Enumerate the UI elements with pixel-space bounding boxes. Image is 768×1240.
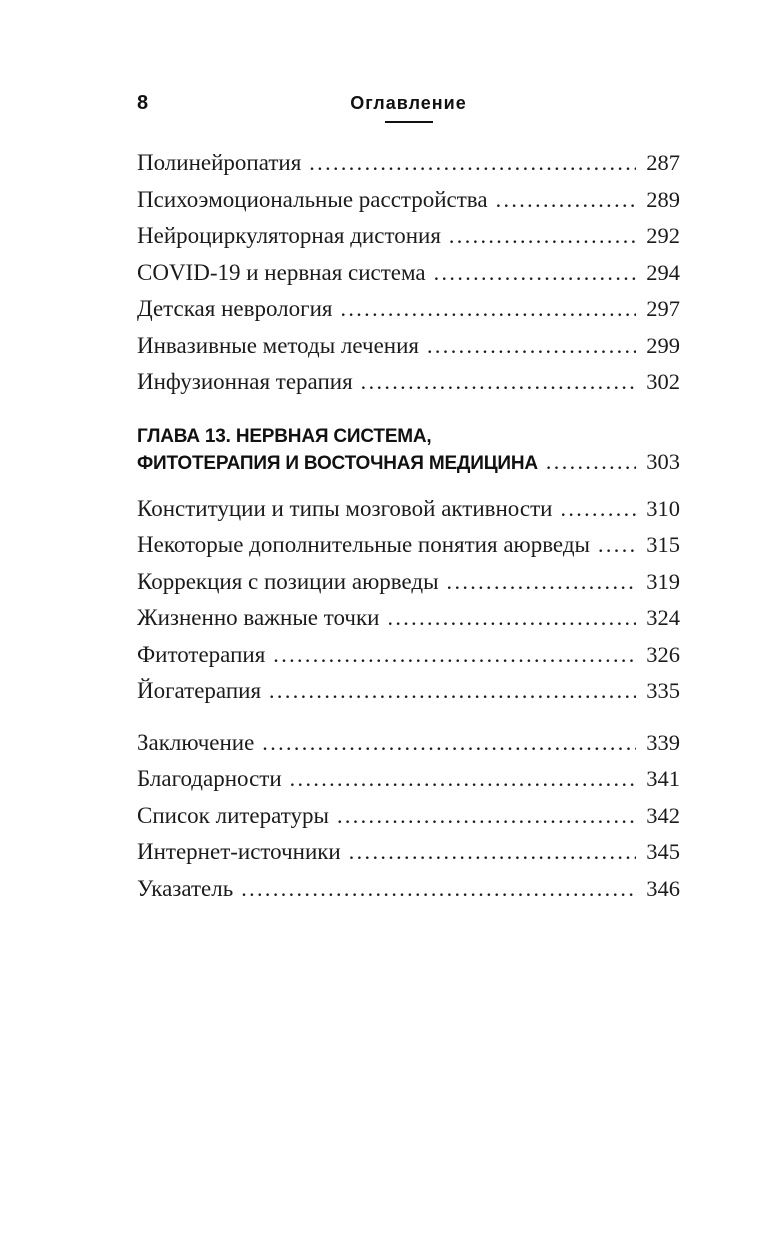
dot-leader bbox=[598, 527, 636, 564]
chapter-heading-line2-row bbox=[137, 449, 680, 477]
toc-entry bbox=[137, 491, 680, 528]
toc-entry bbox=[137, 182, 680, 219]
toc-entry bbox=[137, 145, 680, 182]
toc-entry bbox=[137, 364, 680, 401]
toc-entry-page: 345 bbox=[646, 839, 680, 864]
running-head-title: Оглавление bbox=[350, 93, 467, 113]
page bbox=[137, 0, 680, 907]
chapter-heading-line2: ФИТОТЕРАПИЯ И ВОСТОЧНАЯ МЕДИЦИНА bbox=[137, 452, 538, 474]
dot-leader bbox=[241, 871, 636, 908]
dot-leader bbox=[546, 449, 636, 475]
toc-entry-label: Фитотерапия bbox=[137, 641, 266, 667]
running-head-wrap bbox=[137, 92, 680, 123]
toc-entry-label: Жизненно важные точки bbox=[137, 605, 380, 630]
toc-entry-page: 342 bbox=[646, 802, 680, 828]
dot-leader bbox=[340, 291, 636, 328]
toc-entry-label: COVID-19 и нервная система bbox=[137, 259, 426, 285]
toc-entry-label: Некоторые дополнительные понятия аюрведы bbox=[137, 532, 590, 557]
toc-entry bbox=[137, 798, 680, 835]
toc-entry-label: Заключение bbox=[137, 729, 255, 755]
dot-leader bbox=[434, 255, 637, 292]
toc-entry bbox=[137, 600, 680, 637]
dot-leader bbox=[427, 328, 636, 365]
toc-entry-page: 346 bbox=[646, 875, 680, 901]
dot-leader bbox=[262, 725, 636, 762]
dot-leader bbox=[309, 145, 636, 182]
toc-entry bbox=[137, 328, 680, 365]
toc-entry-page: 326 bbox=[646, 641, 680, 667]
toc-entry-label: Полинейропатия bbox=[137, 150, 302, 175]
toc-entry-label: Благодарности bbox=[137, 766, 282, 791]
toc-entry-page: 294 bbox=[646, 259, 680, 285]
dot-leader bbox=[496, 182, 637, 219]
toc-entry-page: 335 bbox=[646, 678, 680, 703]
toc-entry-label: Коррекция с позиции аюрведы bbox=[137, 568, 439, 594]
toc-entry bbox=[137, 673, 680, 710]
toc-entry-label: Нейроциркуляторная дистония bbox=[137, 223, 441, 248]
toc-entry bbox=[137, 255, 680, 292]
dot-leader bbox=[447, 564, 637, 601]
running-head-underline bbox=[385, 121, 433, 123]
dot-leader bbox=[560, 491, 636, 528]
toc-entry-label: Детская неврология bbox=[137, 296, 333, 321]
toc-section-3 bbox=[137, 725, 680, 908]
dot-leader bbox=[290, 761, 637, 798]
toc-entry-page: 292 bbox=[646, 223, 680, 248]
toc-entry-page: 289 bbox=[646, 186, 680, 212]
toc-entry-page: 315 bbox=[646, 532, 680, 557]
toc-entry bbox=[137, 834, 680, 871]
toc-entry-label: Инвазивные методы лечения bbox=[137, 332, 419, 358]
page-number: 8 bbox=[137, 92, 149, 114]
toc-entry-page: 310 bbox=[646, 495, 680, 521]
toc-entry bbox=[137, 871, 680, 908]
toc-entry-page: 299 bbox=[646, 332, 680, 358]
toc-entry bbox=[137, 637, 680, 674]
chapter-heading-line1: ГЛАВА 13. НЕРВНАЯ СИСТЕМА, bbox=[137, 425, 432, 447]
toc-entry-page: 297 bbox=[646, 296, 680, 321]
dot-leader bbox=[349, 834, 637, 871]
dot-leader bbox=[273, 637, 636, 674]
toc-section-2 bbox=[137, 491, 680, 710]
toc-entry-label: Инфузионная терапия bbox=[137, 369, 353, 394]
toc-entry-page: 319 bbox=[646, 568, 680, 594]
dot-leader bbox=[387, 600, 636, 637]
toc-entry-label: Список литературы bbox=[137, 802, 329, 828]
dot-leader bbox=[269, 673, 636, 710]
toc-entry bbox=[137, 564, 680, 601]
toc-entry-label: Психоэмоциональные расстройства bbox=[137, 186, 488, 212]
chapter-heading bbox=[137, 424, 680, 477]
dot-leader bbox=[449, 218, 636, 255]
toc-entry-label: Указатель bbox=[137, 875, 234, 901]
toc-entry bbox=[137, 218, 680, 255]
toc-entry bbox=[137, 761, 680, 798]
toc-entry bbox=[137, 291, 680, 328]
toc-section-1 bbox=[137, 145, 680, 401]
toc-entry-page: 339 bbox=[646, 729, 680, 755]
toc-entry-label: Йогатерапия bbox=[137, 678, 262, 703]
toc-entry-page: 341 bbox=[646, 766, 680, 791]
toc-entry bbox=[137, 527, 680, 564]
toc-entry-page: 302 bbox=[646, 369, 680, 394]
dot-leader bbox=[337, 798, 636, 835]
toc-entry-page: 324 bbox=[646, 605, 680, 630]
chapter-heading-page: 303 bbox=[646, 448, 680, 474]
dot-leader bbox=[361, 364, 637, 401]
toc-entry bbox=[137, 725, 680, 762]
toc-entry-label: Конституции и типы мозговой активности bbox=[137, 495, 553, 521]
toc-entry-page: 287 bbox=[646, 150, 680, 175]
toc-entry-label: Интернет-источники bbox=[137, 839, 341, 864]
